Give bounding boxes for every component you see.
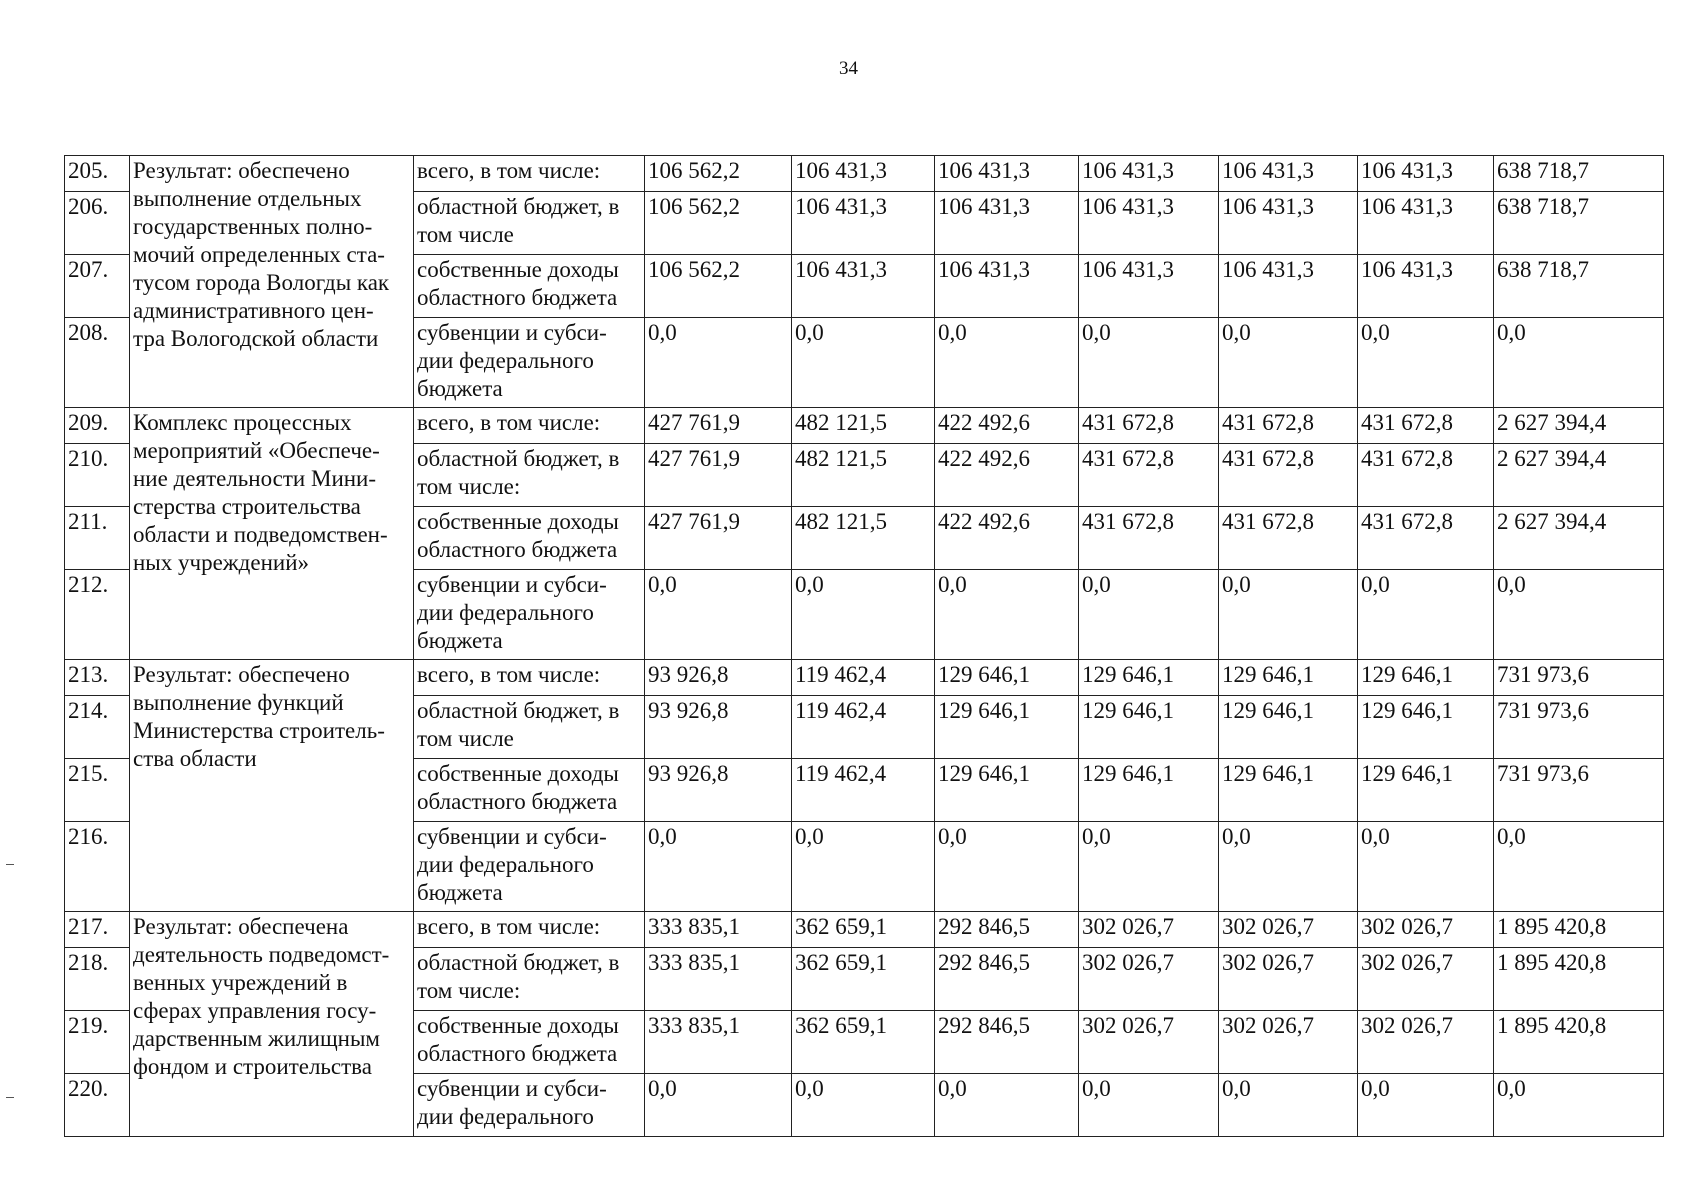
value-cell: 333 835,1 — [645, 1011, 792, 1074]
scan-edge-mark — [6, 1097, 14, 1098]
value-cell: 129 646,1 — [935, 696, 1079, 759]
value-cell: 431 672,8 — [1079, 507, 1219, 570]
value-cell: 129 646,1 — [1079, 759, 1219, 822]
value-cell: 106 431,3 — [1358, 192, 1494, 255]
value-cell: 302 026,7 — [1219, 1011, 1358, 1074]
value-cell: 0,0 — [645, 822, 792, 912]
value-cell: 302 026,7 — [1219, 948, 1358, 1011]
value-cell: 0,0 — [1079, 1074, 1219, 1137]
total-value-cell: 2 627 394,4 — [1494, 507, 1664, 570]
value-cell: 0,0 — [645, 570, 792, 660]
row-number: 211. — [65, 507, 130, 570]
value-cell: 0,0 — [935, 1074, 1079, 1137]
value-cell: 302 026,7 — [1079, 912, 1219, 948]
indicator-label: всего, в том числе: — [414, 156, 645, 192]
value-cell: 129 646,1 — [1079, 696, 1219, 759]
value-cell: 129 646,1 — [1358, 759, 1494, 822]
value-cell: 129 646,1 — [1358, 696, 1494, 759]
row-number: 206. — [65, 192, 130, 255]
row-number: 216. — [65, 822, 130, 912]
value-cell: 106 431,3 — [1219, 156, 1358, 192]
indicator-label: областной бюджет, в том числе: — [414, 948, 645, 1011]
value-cell: 119 462,4 — [792, 696, 935, 759]
value-cell: 0,0 — [645, 1074, 792, 1137]
value-cell: 129 646,1 — [1219, 660, 1358, 696]
row-number: 213. — [65, 660, 130, 696]
value-cell: 0,0 — [792, 318, 935, 408]
row-number: 209. — [65, 408, 130, 444]
row-number: 208. — [65, 318, 130, 408]
value-cell: 106 562,2 — [645, 192, 792, 255]
value-cell: 106 562,2 — [645, 156, 792, 192]
value-cell: 0,0 — [935, 570, 1079, 660]
indicator-label: собственные доходы областного бюджета — [414, 759, 645, 822]
table-row — [65, 408, 1664, 444]
value-cell: 106 431,3 — [935, 192, 1079, 255]
value-cell: 422 492,6 — [935, 507, 1079, 570]
value-cell: 431 672,8 — [1358, 444, 1494, 507]
total-value-cell: 731 973,6 — [1494, 759, 1664, 822]
indicator-label: собственные доходы областного бюджета — [414, 507, 645, 570]
total-value-cell: 638 718,7 — [1494, 192, 1664, 255]
value-cell: 0,0 — [1358, 1074, 1494, 1137]
value-cell: 292 846,5 — [935, 912, 1079, 948]
value-cell: 0,0 — [792, 822, 935, 912]
value-cell: 302 026,7 — [1358, 948, 1494, 1011]
value-cell: 0,0 — [1219, 570, 1358, 660]
value-cell: 427 761,9 — [645, 444, 792, 507]
total-value-cell: 0,0 — [1494, 570, 1664, 660]
indicator-label: всего, в том числе: — [414, 660, 645, 696]
value-cell: 362 659,1 — [792, 1011, 935, 1074]
value-cell: 422 492,6 — [935, 444, 1079, 507]
group-description: Результат: обеспечена деятельность подведомст- венных учреждений в сферах управления госу- дарственным жилищным фондом и строительства — [130, 912, 414, 1137]
value-cell: 0,0 — [1219, 1074, 1358, 1137]
value-cell: 119 462,4 — [792, 660, 935, 696]
indicator-label: субвенции и субси- дии федерального бюджета — [414, 570, 645, 660]
value-cell: 106 431,3 — [792, 255, 935, 318]
table-row — [65, 156, 1664, 192]
scan-edge-mark — [6, 864, 14, 865]
value-cell: 129 646,1 — [1358, 660, 1494, 696]
value-cell: 431 672,8 — [1219, 408, 1358, 444]
table-body — [65, 156, 1664, 1137]
value-cell: 431 672,8 — [1358, 507, 1494, 570]
table-row — [65, 912, 1664, 948]
value-cell: 292 846,5 — [935, 1011, 1079, 1074]
value-cell: 106 431,3 — [1219, 255, 1358, 318]
value-cell: 302 026,7 — [1079, 948, 1219, 1011]
group-description: Результат: обеспечено выполнение отдельных государственных полно- мочий определенных ста- тусом города Вологды как административного цен- тра Вологодской области — [130, 156, 414, 408]
value-cell: 302 026,7 — [1079, 1011, 1219, 1074]
value-cell: 106 431,3 — [792, 192, 935, 255]
value-cell: 362 659,1 — [792, 912, 935, 948]
total-value-cell: 731 973,6 — [1494, 660, 1664, 696]
indicator-label: областной бюджет, в том числе — [414, 192, 645, 255]
value-cell: 422 492,6 — [935, 408, 1079, 444]
total-value-cell: 2 627 394,4 — [1494, 444, 1664, 507]
value-cell: 427 761,9 — [645, 507, 792, 570]
total-value-cell: 1 895 420,8 — [1494, 1011, 1664, 1074]
value-cell: 129 646,1 — [1219, 759, 1358, 822]
value-cell: 292 846,5 — [935, 948, 1079, 1011]
indicator-label: областной бюджет, в том числе — [414, 696, 645, 759]
value-cell: 333 835,1 — [645, 912, 792, 948]
value-cell: 482 121,5 — [792, 444, 935, 507]
value-cell: 431 672,8 — [1219, 444, 1358, 507]
value-cell: 0,0 — [1079, 318, 1219, 408]
value-cell: 0,0 — [1219, 822, 1358, 912]
indicator-label: собственные доходы областного бюджета — [414, 1011, 645, 1074]
row-number: 210. — [65, 444, 130, 507]
value-cell: 0,0 — [1079, 570, 1219, 660]
value-cell: 482 121,5 — [792, 507, 935, 570]
row-number: 214. — [65, 696, 130, 759]
group-description: Комплекс процессных мероприятий «Обеспече- ние деятельности Мини- стерства строительства области и подведомствен- ных учреждений» — [130, 408, 414, 660]
value-cell: 129 646,1 — [935, 759, 1079, 822]
row-number: 218. — [65, 948, 130, 1011]
value-cell: 106 431,3 — [1079, 255, 1219, 318]
row-number: 219. — [65, 1011, 130, 1074]
indicator-label: субвенции и субси- дии федерального бюджета — [414, 318, 645, 408]
value-cell: 0,0 — [1079, 822, 1219, 912]
total-value-cell: 0,0 — [1494, 318, 1664, 408]
value-cell: 106 431,3 — [1079, 192, 1219, 255]
value-cell: 0,0 — [792, 570, 935, 660]
indicator-label: субвенции и субси- дии федерального — [414, 1074, 645, 1137]
value-cell: 129 646,1 — [1219, 696, 1358, 759]
value-cell: 0,0 — [1358, 318, 1494, 408]
value-cell: 431 672,8 — [1079, 408, 1219, 444]
total-value-cell: 2 627 394,4 — [1494, 408, 1664, 444]
value-cell: 106 562,2 — [645, 255, 792, 318]
value-cell: 431 672,8 — [1219, 507, 1358, 570]
value-cell: 93 926,8 — [645, 660, 792, 696]
group-description: Результат: обеспечено выполнение функций Министерства строитель- ства области — [130, 660, 414, 912]
value-cell: 106 431,3 — [1358, 156, 1494, 192]
value-cell: 362 659,1 — [792, 948, 935, 1011]
indicator-label: собственные доходы областного бюджета — [414, 255, 645, 318]
indicator-label: областной бюджет, в том числе: — [414, 444, 645, 507]
table-row — [65, 660, 1664, 696]
value-cell: 93 926,8 — [645, 759, 792, 822]
value-cell: 302 026,7 — [1358, 1011, 1494, 1074]
value-cell: 302 026,7 — [1219, 912, 1358, 948]
value-cell: 106 431,3 — [935, 255, 1079, 318]
value-cell: 106 431,3 — [1079, 156, 1219, 192]
indicator-label: всего, в том числе: — [414, 912, 645, 948]
indicator-label: субвенции и субси- дии федерального бюджета — [414, 822, 645, 912]
indicator-label: всего, в том числе: — [414, 408, 645, 444]
value-cell: 119 462,4 — [792, 759, 935, 822]
page-number: 34 — [839, 58, 858, 79]
total-value-cell: 1 895 420,8 — [1494, 948, 1664, 1011]
value-cell: 302 026,7 — [1358, 912, 1494, 948]
row-number: 207. — [65, 255, 130, 318]
value-cell: 0,0 — [1219, 318, 1358, 408]
value-cell: 129 646,1 — [1079, 660, 1219, 696]
value-cell: 0,0 — [935, 318, 1079, 408]
value-cell: 106 431,3 — [792, 156, 935, 192]
value-cell: 431 672,8 — [1079, 444, 1219, 507]
value-cell: 333 835,1 — [645, 948, 792, 1011]
value-cell: 106 431,3 — [935, 156, 1079, 192]
value-cell: 0,0 — [792, 1074, 935, 1137]
budget-table — [64, 155, 1664, 1137]
value-cell: 482 121,5 — [792, 408, 935, 444]
total-value-cell: 731 973,6 — [1494, 696, 1664, 759]
value-cell: 427 761,9 — [645, 408, 792, 444]
value-cell: 106 431,3 — [1219, 192, 1358, 255]
row-number: 215. — [65, 759, 130, 822]
total-value-cell: 1 895 420,8 — [1494, 912, 1664, 948]
value-cell: 106 431,3 — [1358, 255, 1494, 318]
value-cell: 93 926,8 — [645, 696, 792, 759]
value-cell: 431 672,8 — [1358, 408, 1494, 444]
value-cell: 0,0 — [935, 822, 1079, 912]
total-value-cell: 0,0 — [1494, 822, 1664, 912]
row-number: 212. — [65, 570, 130, 660]
value-cell: 0,0 — [1358, 822, 1494, 912]
total-value-cell: 638 718,7 — [1494, 156, 1664, 192]
row-number: 217. — [65, 912, 130, 948]
row-number: 220. — [65, 1074, 130, 1137]
total-value-cell: 0,0 — [1494, 1074, 1664, 1137]
value-cell: 0,0 — [1358, 570, 1494, 660]
total-value-cell: 638 718,7 — [1494, 255, 1664, 318]
value-cell: 0,0 — [645, 318, 792, 408]
row-number: 205. — [65, 156, 130, 192]
value-cell: 129 646,1 — [935, 660, 1079, 696]
